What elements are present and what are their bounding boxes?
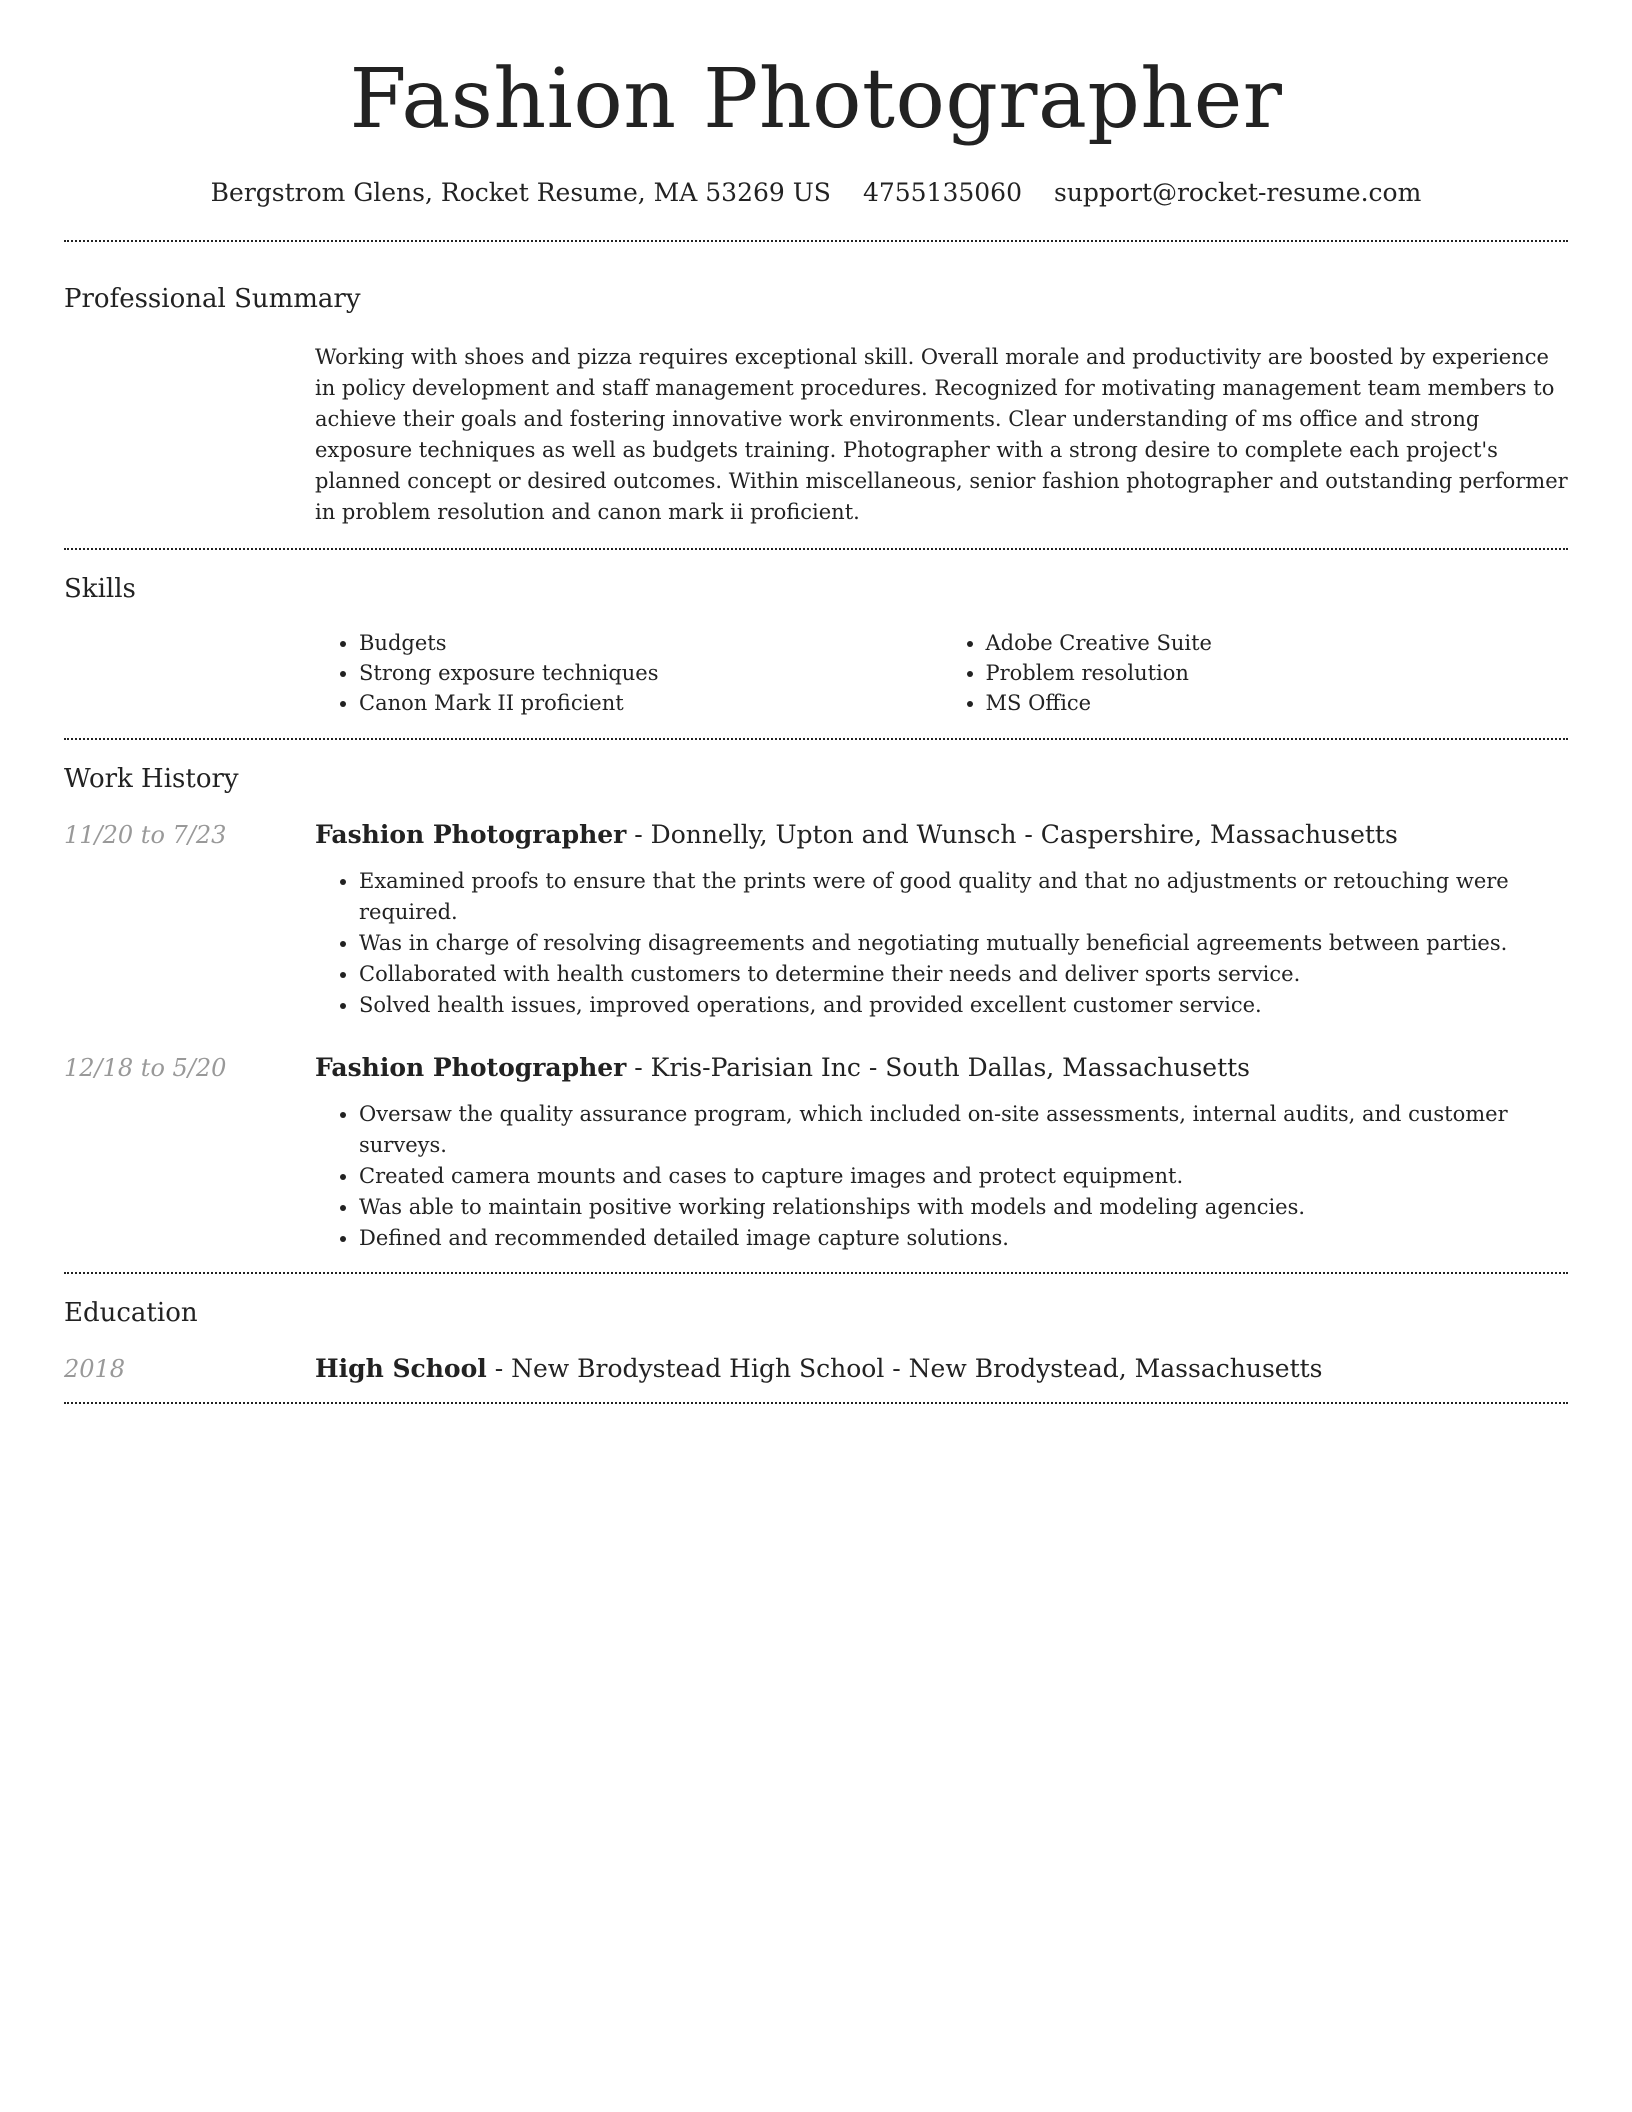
education-divider bbox=[64, 1402, 1568, 1404]
job-bullet: • Solved health issues, improved operations, and provided excellent customer service. bbox=[359, 990, 1568, 1021]
summary-section bbox=[64, 282, 1568, 528]
skill-item: • Adobe Creative Suite bbox=[986, 628, 1569, 658]
summary-divider bbox=[64, 548, 1568, 550]
education-school: - New Brodystead High School - New Brodystead, Massachusetts bbox=[486, 1354, 1323, 1383]
header-divider bbox=[64, 240, 1568, 242]
work-history-section bbox=[64, 762, 1568, 1272]
job-bullets bbox=[315, 1099, 1568, 1254]
job-bullets bbox=[315, 866, 1568, 1021]
candidate-name: Fashion Photographer bbox=[349, 52, 1283, 147]
skills-heading: Skills bbox=[64, 574, 136, 604]
job-bullet: • Was able to maintain positive working relationships with models and modeling agencies. bbox=[359, 1192, 1568, 1223]
summary-text: Working with shoes and pizza requires exceptional skill. Overall morale and productivity are boosted by experience in policy development and staff management procedures. Recognized for motivating management team members to achieve their goals and fostering innovative work environments. Clear understanding of ms office and strong exposure techniques as well as budgets training. Photographer with a strong desire to complete each project's planned concept or desired outcomes. Within miscellaneous, senior fashion photographer and outstanding performer in problem resolution and canon mark ii proficient. bbox=[315, 345, 1568, 524]
job-bullet: • Oversaw the quality assurance program, which included on-site assessments, internal audits, and customer surveys. bbox=[359, 1099, 1568, 1161]
skills-column-right bbox=[942, 628, 1569, 718]
job-bullet: • Examined proofs to ensure that the prints were of good quality and that no adjustments or retouching were required. bbox=[359, 866, 1568, 928]
job-bullet: • Was in charge of resolving disagreements and negotiating mutually beneficial agreements between parties. bbox=[359, 928, 1568, 959]
education-heading-line bbox=[315, 1352, 1568, 1386]
work-history-heading: Work History bbox=[64, 764, 239, 794]
skills-column-left bbox=[315, 628, 942, 718]
education-date: 2018 bbox=[64, 1355, 126, 1383]
skills-divider bbox=[64, 738, 1568, 740]
job-bullet: • Collaborated with health customers to determine their needs and deliver sports service. bbox=[359, 959, 1568, 990]
job-date: 11/20 to 7/23 bbox=[64, 821, 227, 849]
job-entry bbox=[64, 818, 1568, 1021]
job-bullet: • Defined and recommended detailed image capture solutions. bbox=[359, 1223, 1568, 1254]
summary-heading: Professional Summary bbox=[64, 284, 361, 314]
work-history-divider bbox=[64, 1272, 1568, 1274]
resume-header bbox=[64, 0, 1568, 210]
skill-item: • Strong exposure techniques bbox=[359, 658, 942, 688]
skill-item: • Canon Mark II proficient bbox=[359, 688, 942, 718]
skills-section bbox=[64, 572, 1568, 718]
job-employer: - Donnelly, Upton and Wunsch - Caspershire, Massachusetts bbox=[626, 820, 1398, 849]
education-section bbox=[64, 1296, 1568, 1386]
job-title: Fashion Photographer bbox=[315, 820, 627, 849]
job-entry bbox=[64, 1051, 1568, 1254]
contact-address: Bergstrom Glens, Rocket Resume, MA 53269 US bbox=[210, 178, 831, 207]
skill-item: • Problem resolution bbox=[986, 658, 1569, 688]
contact-phone: 4755135060 bbox=[862, 178, 1022, 207]
job-date: 12/18 to 5/20 bbox=[64, 1054, 227, 1082]
job-title: Fashion Photographer bbox=[315, 1053, 627, 1082]
education-degree: High School bbox=[315, 1354, 487, 1383]
education-body bbox=[315, 1352, 1568, 1386]
skill-item: • MS Office bbox=[986, 688, 1569, 718]
job-employer: - Kris-Parisian Inc - South Dallas, Massachusetts bbox=[626, 1053, 1250, 1082]
job-body bbox=[315, 818, 1568, 1021]
skill-item: • Budgets bbox=[359, 628, 942, 658]
job-body bbox=[315, 1051, 1568, 1254]
job-heading bbox=[315, 818, 1568, 852]
job-heading bbox=[315, 1051, 1568, 1085]
job-bullet: • Created camera mounts and cases to capture images and protect equipment. bbox=[359, 1161, 1568, 1192]
contact-email: support@rocket-resume.com bbox=[1054, 178, 1422, 207]
education-entry bbox=[64, 1352, 1568, 1386]
contact-line bbox=[64, 176, 1568, 210]
skills-list bbox=[315, 628, 1568, 718]
education-heading: Education bbox=[64, 1298, 198, 1328]
